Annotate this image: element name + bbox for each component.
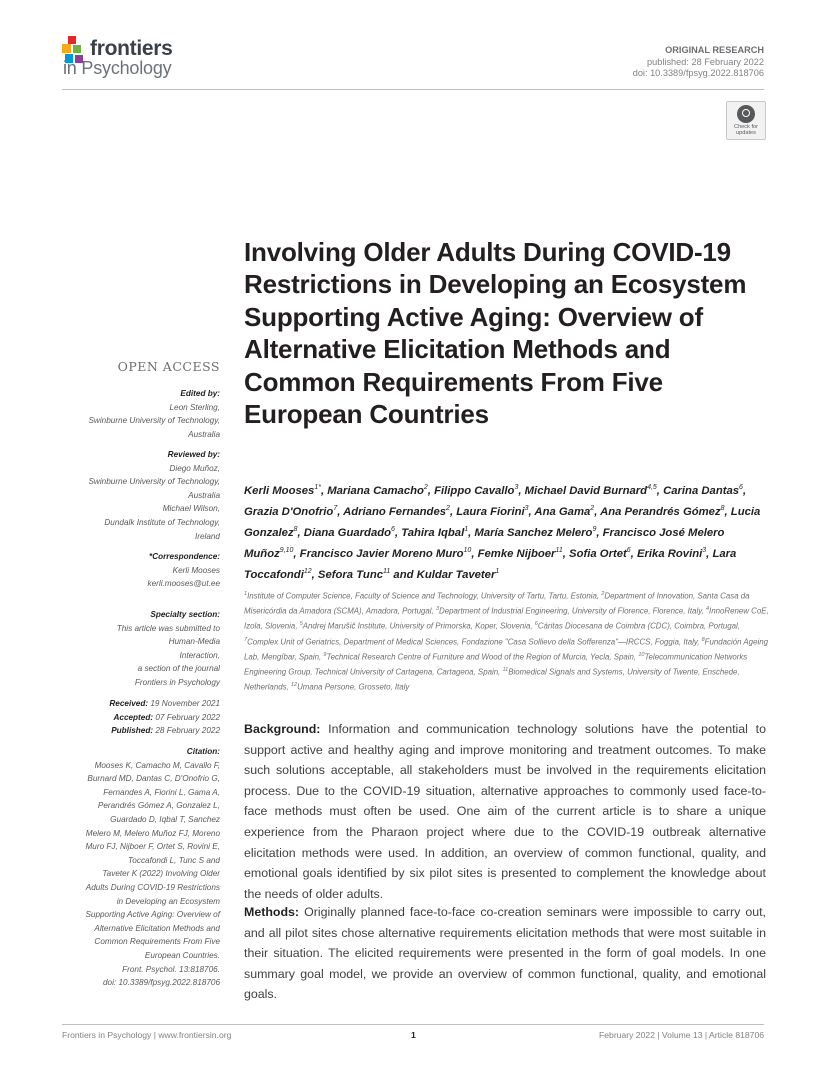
author-affiliation-marker: 6: [391, 525, 395, 533]
author-separator: ,: [594, 505, 601, 518]
citation-line: Guardado D, Iqbal T, Sanchez: [110, 814, 220, 824]
correspondence-section: [62, 550, 220, 591]
abstract-background: [244, 719, 766, 904]
affiliation-item: Cáritas Diocesana de Coimbra (CDC), Coimbra, Portugal,: [537, 622, 741, 632]
editor-line: Swinburne University of Technology,: [88, 416, 220, 426]
author-separator: ,: [297, 526, 304, 539]
reviewer-line: Swinburne University of Technology,: [88, 477, 220, 487]
check-for-updates-button[interactable]: [726, 101, 766, 140]
citation-line: European Countries.: [144, 950, 220, 960]
specialty-line: This article was submitted to: [116, 623, 220, 633]
affiliation-item: Fundación Ageing Lab, Mengíbar, Spain,: [244, 637, 768, 662]
author-list: [244, 479, 769, 584]
abstract-methods: [244, 902, 766, 1005]
specialty-label: Specialty section:: [150, 610, 220, 619]
methods-text: Originally planned face-to-face co-creation seminars were impossible to carry out, and all pilot sites chose alternative requirements elicitation methods that were most suitable in their situation. The elicited requirements were presented in the form of goal models. In one summary goal model, we provide an overview of common functional, quality, and emotional goals.: [244, 905, 766, 1002]
author-name[interactable]: Adriano Fernandes: [343, 505, 447, 518]
specialty-line: a section of the journal: [137, 664, 220, 674]
check-updates-icon: [737, 105, 755, 123]
reviewer-line: Dundalk Institute of Technology,: [104, 517, 220, 527]
author-name[interactable]: Femke Nijboer: [477, 547, 556, 560]
author-separator: ,: [471, 547, 478, 560]
author-name[interactable]: Lara Toccafondi: [244, 547, 737, 581]
author-name[interactable]: Filippo Cavallo: [434, 484, 515, 497]
author-affiliation-marker: 10: [463, 546, 472, 554]
specialty-section: [62, 608, 220, 690]
affiliation-marker: 11: [502, 667, 509, 674]
author-affiliation-marker: 3: [524, 504, 529, 512]
author-name[interactable]: Diana Guardado: [303, 526, 392, 539]
author-name[interactable]: Francisco José Melero Muñoz: [244, 526, 725, 560]
affiliation-item: Telecommunication Networks Engineering Group, Technical University of Cartagena, Cartagena, Spain,: [244, 652, 748, 677]
author-affiliation-marker: 3: [514, 484, 519, 491]
author-name[interactable]: Erika Rovini: [636, 547, 703, 560]
specialty-line: Human-Media: [168, 637, 220, 647]
article-doi[interactable]: doi: 10.3389/fpsyg.2022.818706: [632, 68, 764, 79]
author-affiliation-marker: 9: [592, 525, 597, 533]
author-separator: ,: [449, 505, 457, 518]
author-separator: ,: [468, 526, 475, 539]
author-name[interactable]: Sefora Tunc: [317, 568, 384, 581]
reviewer-line: Australia: [188, 490, 220, 500]
citation-line: Toccafondi L, Tunc S and: [128, 855, 220, 865]
correspondence-label: *Correspondence:: [149, 552, 220, 561]
check-updates-label: Check for updates: [734, 124, 758, 137]
citation-line: Front. Psychol. 13:818706.: [122, 964, 220, 974]
citation-line: Alternative Elicitation Methods and: [94, 923, 220, 933]
citation-text: [62, 759, 220, 990]
citation-line: Mooses K, Camacho M, Cavallo F,: [94, 760, 220, 770]
affiliation-marker: 1: [244, 591, 248, 597]
author-affiliation-marker: 11: [383, 567, 391, 575]
affiliation-marker: 5: [299, 621, 303, 628]
affiliation-marker: 7: [244, 636, 248, 643]
affiliation-item: Department of Industrial Engineering, University of Florence, Florence, Italy,: [439, 606, 706, 616]
reviewed-by-label: Reviewed by:: [167, 450, 220, 459]
citation-line: Common Requirements From Five: [94, 937, 220, 947]
citation-line: Taveter K (2022) Involving Older: [102, 869, 220, 879]
affiliation-item: Institute of Computer Science, Faculty of Science and Technology, University of Tartu, Tartu, Estonia,: [247, 591, 602, 601]
author-separator: ,: [706, 547, 713, 560]
author-name[interactable]: Lucia Gonzalez: [244, 505, 761, 539]
accepted-date: Accepted: 07 February 2022: [113, 712, 220, 722]
citation-line: Adults During COVID-19 Restrictions: [85, 882, 220, 892]
author-name[interactable]: Carina Dantas: [663, 484, 740, 497]
author-affiliation-marker: 11: [555, 546, 563, 554]
author-affiliation-marker: 3: [702, 546, 707, 554]
affiliation-item: Technical Research Centre of Furniture and Wood of the Region of Murcia, Yecla, Spain,: [326, 652, 639, 662]
received-date: Received: 19 November 2021: [109, 699, 220, 708]
background-text: Information and communication technology solutions have the potential to support active and healthy aging and improve monitoring and treatment outcomes. To make such solutions acceptable, all stakeholders must be involved in the requirements elicitation process. Due to the COVID-19 situation, alternative approaches to commonly used face-to-face methods must often be used. One aim of the current article is to share a unique experience from the Pharaon project where due to the COVID-19 outbreak alternative elicitation methods were used. In addition, an overview of common functional, quality, and emotional goals identified by six pilot sites is presented to complement the knowledge about the needs of older adults.: [244, 722, 766, 901]
logo-wordmark-frontiers: frontiers: [90, 37, 173, 60]
reviewed-by-section: [62, 448, 220, 543]
author-affiliation-marker: 7: [333, 504, 338, 512]
affiliation-marker: 9: [323, 651, 327, 658]
author-name[interactable]: Ana Gama: [534, 505, 591, 518]
author-separator: and: [390, 568, 417, 581]
published-date: published: 28 February 2022: [647, 56, 764, 67]
author-name[interactable]: Kuldar Taveter: [416, 568, 496, 581]
citation-line: Fernandes A, Fiorini L, Gama A,: [103, 787, 220, 797]
author-name[interactable]: Grazia D'Onofrio: [244, 505, 334, 518]
citation-label: Citation:: [186, 747, 220, 756]
author-affiliation-marker: 1: [495, 567, 500, 575]
citation-line: doi: 10.3389/fpsyg.2022.818706: [103, 978, 220, 988]
author-name[interactable]: María Sanchez Melero: [474, 526, 593, 539]
author-separator: ,: [293, 547, 300, 560]
affiliation-marker: 4: [705, 606, 710, 613]
author-affiliation-marker: 8: [293, 525, 298, 533]
affiliation-marker: 8: [701, 636, 705, 643]
dates-section: [62, 697, 220, 738]
correspondence-email-link[interactable]: kerli.mooses@ut.ee: [147, 579, 220, 589]
footer-divider: [62, 1024, 764, 1025]
author-separator: ,: [724, 505, 731, 518]
edited-by-section: [62, 387, 220, 441]
author-name[interactable]: Laura Fiorini: [456, 505, 525, 518]
citation-section: [62, 745, 220, 990]
citation-line: Melero M, Melero Muñoz FJ, Moreno: [85, 828, 220, 838]
journal-logo[interactable]: [62, 34, 222, 84]
methods-heading: Methods:: [244, 905, 300, 919]
correspondence-name: Kerli Mooses: [172, 565, 220, 575]
affiliation-item: Umana Persone, Grosseto, Italy: [297, 682, 410, 692]
article-type: ORIGINAL RESEARCH: [665, 45, 764, 55]
background-heading: Background:: [244, 722, 321, 736]
author-separator: ,: [528, 505, 535, 518]
author-separator: ,: [337, 505, 344, 518]
author-affiliation-marker: 6: [739, 484, 743, 491]
affiliation-item: Andrej Marušič Institute, University of Primorska, Koper, Slovenia,: [302, 622, 535, 632]
affiliation-marker: 2: [601, 591, 605, 597]
author-separator: ,: [562, 547, 570, 560]
specialty-line: Frontiers in Psychology: [134, 677, 220, 687]
editor-line: Leon Sterling,: [169, 402, 220, 412]
author-affiliation-marker: 1*: [314, 484, 321, 491]
author-name[interactable]: Ana Perandrés Gómez: [600, 505, 721, 518]
citation-line: Muro FJ, Nijboer F, Ortet S, Rovini E,: [85, 842, 220, 852]
author-affiliation-marker: 8: [720, 504, 725, 512]
specialty-line: Interaction,: [179, 650, 220, 660]
citation-line: in Developing an Ecosystem: [116, 896, 220, 906]
author-affiliation-marker: 4,5: [647, 484, 657, 491]
author-separator: ,: [311, 568, 318, 581]
header-divider: [62, 89, 764, 90]
reviewer-line: Michael Wilson,: [162, 504, 220, 514]
affiliation-marker: 12: [290, 682, 298, 689]
author-name[interactable]: Sofia Ortet: [569, 547, 627, 560]
affiliation-marker: 10: [638, 651, 645, 658]
author-affiliation-marker: 1: [464, 525, 469, 533]
author-separator: ,: [742, 484, 747, 497]
author-separator: ,: [394, 526, 402, 539]
affiliation-item: Complex Unit of Geriatrics, Department of Medical Sciences, Fondazione "Casa Sollievo della Sofferenza"—IRCCS, Foggia, Italy,: [247, 637, 702, 647]
author-name[interactable]: Michael David Burnard: [524, 484, 648, 497]
author-separator: ,: [656, 484, 664, 497]
citation-line: Burnard MD, Dantas C, D'Onofrio G,: [87, 774, 220, 784]
affiliation-list: [244, 588, 769, 695]
author-name[interactable]: Francisco Javier Moreno Muro: [299, 547, 464, 560]
author-affiliation-marker: 2: [590, 504, 595, 512]
author-affiliation-marker: 2: [423, 484, 428, 491]
citation-line: Perandrés Gómez A, Gonzalez L,: [97, 801, 220, 811]
article-meta-header: [633, 45, 764, 80]
footer-issue-info: February 2022 | Volume 13 | Article 818706: [599, 1030, 764, 1040]
editor-line: Australia: [188, 429, 220, 439]
author-name[interactable]: Kerli Mooses: [244, 484, 315, 497]
article-title: Involving Older Adults During COVID-19 Restrictions in Developing an Ecosystem Supporting Active Aging: Overview of Alternative Elicitation Methods and Common Requirements From Five European Countries: [244, 237, 747, 430]
author-separator: ,: [427, 484, 435, 497]
affiliation-item: Biomedical Signals and Systems, University of Twente, Enschede, Netherlands,: [244, 667, 740, 692]
affiliation-item: Department of Innovation, Santa Casa da Misericórdia da Amadora (SCMA), Amadora, Portugal,: [244, 591, 750, 616]
reviewer-line: Ireland: [194, 531, 220, 541]
affiliation-item: InnoRenew CoE, Izola, Slovenia,: [244, 606, 769, 632]
author-affiliation-marker: 9,10: [279, 546, 294, 554]
author-name[interactable]: Mariana Camacho: [327, 484, 424, 497]
author-separator: ,: [320, 484, 328, 497]
citation-line: Supporting Active Aging: Overview of: [85, 910, 220, 920]
published-date-sidebar: Published: 28 February 2022: [111, 726, 220, 736]
article-info-sidebar: [62, 387, 220, 1007]
author-separator: ,: [518, 484, 525, 497]
author-affiliation-marker: 6: [626, 546, 631, 554]
page-number: 1: [411, 1030, 416, 1040]
author-affiliation-marker: 2: [446, 504, 450, 512]
open-access-label: OPEN ACCESS: [117, 359, 220, 374]
logo-wordmark-journal: in Psychology: [63, 58, 172, 78]
author-separator: ,: [630, 547, 637, 560]
author-affiliation-marker: 12: [303, 567, 312, 575]
affiliation-marker: 3: [435, 606, 439, 613]
author-name[interactable]: Tahira Iqbal: [401, 526, 465, 539]
reviewer-line: Diego Muñoz,: [169, 463, 220, 473]
affiliation-marker: 6: [534, 621, 538, 628]
author-separator: ,: [596, 526, 603, 539]
footer-journal-link[interactable]: Frontiers in Psychology | www.frontiersin.org: [62, 1030, 232, 1040]
edited-by-label: Edited by:: [180, 389, 220, 398]
